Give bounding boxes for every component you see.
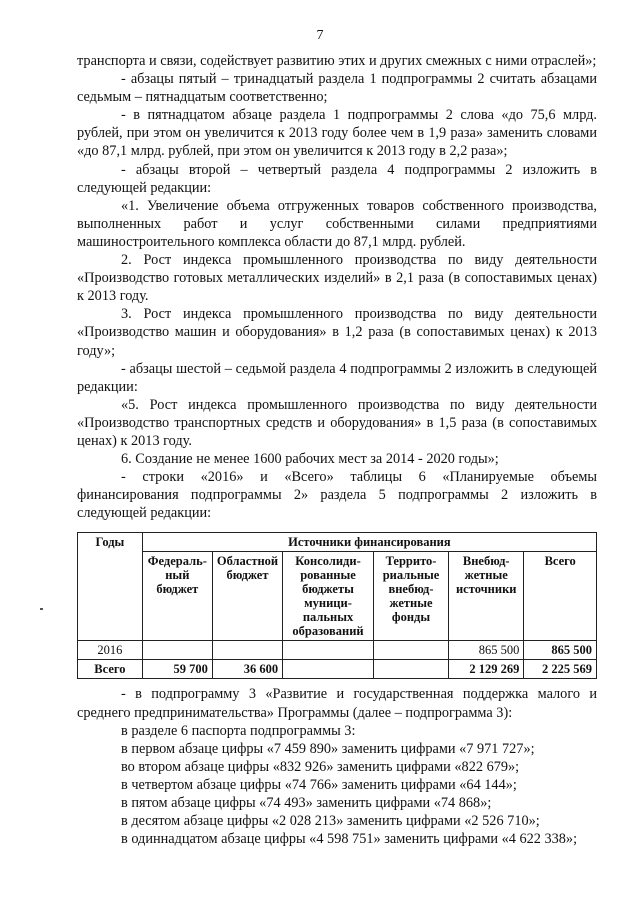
document-body xyxy=(77,52,597,848)
page-number: 7 xyxy=(316,28,324,43)
column-header: Федераль-ный бюджет xyxy=(142,552,212,641)
table-row xyxy=(78,660,597,679)
paragraph: - абзацы шестой – седьмой раздела 4 подпрограммы 2 изложить в следующей редакции: xyxy=(77,360,597,395)
table-cell xyxy=(373,641,448,660)
paragraph: - в пятнадцатом абзаце раздела 1 подпрограммы 2 слова «до 75,6 млрд. рублей, при этом он увеличится к 2013 году более чем в 1,9 раза» заменить словами «до 87,1 млрд. рублей, при этом он увеличится к 2013 году в 2,2 раза»; xyxy=(77,107,597,160)
scan-speck xyxy=(40,608,43,610)
paragraph: - абзацы второй – четвертый раздела 4 подпрограммы 2 изложить в следующей редакции: xyxy=(77,161,597,196)
paragraph: - в подпрограмму 3 «Развитие и государственная поддержка малого и среднего предпринимательства» Программы (далее – подпрограмма 3): xyxy=(77,686,597,721)
list-item: во втором абзаце цифры «832 926» заменить цифрами «822 679»; xyxy=(121,758,520,775)
table-cell xyxy=(373,660,448,679)
table-cell xyxy=(283,641,374,660)
table-header-row xyxy=(78,552,597,641)
financing-table xyxy=(77,532,597,679)
paragraph: «1. Увеличение объема отгруженных товаров собственного производства, выполненных работ и услуг собственными силами предприятиями машиностроительного комплекса области до 87,1 млрд. рублей. xyxy=(77,197,597,250)
table-cell: 2 129 269 xyxy=(449,660,524,679)
paragraph: «5. Рост индекса промышленного производства по виду деятельности «Производство транспортных средств и оборудования» в 1,5 раза (в сопоставимых ценах) к 2013 году. xyxy=(77,396,597,449)
paragraph: 6. Создание не менее 1600 рабочих мест за 2014 - 2020 годы»; xyxy=(121,451,499,468)
table-row xyxy=(78,641,597,660)
amendment-list xyxy=(77,722,597,849)
table-cell: 59 700 xyxy=(142,660,212,679)
list-item: в разделе 6 паспорта подпрограммы 3: xyxy=(121,722,356,739)
column-header: Всего xyxy=(524,552,597,641)
list-item: в десятом абзаце цифры «2 028 213» заменить цифрами «2 526 710»; xyxy=(121,813,540,830)
table-cell xyxy=(212,641,282,660)
table-header-row xyxy=(78,533,597,552)
list-item: в первом абзаце цифры «7 459 890» заменить цифрами «7 971 727»; xyxy=(121,740,535,757)
paragraph: транспорта и связи, содействует развитию этих и других смежных с ними отраслей»; xyxy=(77,53,597,69)
header-sources: Источники финансирования xyxy=(142,533,596,552)
column-header: Областной бюджет xyxy=(212,552,282,641)
column-header: Консолиди-рованные бюджеты муници-пальных образований xyxy=(283,552,374,641)
table-cell xyxy=(283,660,374,679)
paragraph: 2. Рост индекса промышленного производства по виду деятельности «Производство готовых металлических изделий» в 2,1 раза (в сопоставимых ценах) к 2013 году. xyxy=(77,252,597,305)
paragraph: 3. Рост индекса промышленного производства по виду деятельности «Производство машин и оборудования» в 1,2 раза (в сопоставимых ценах) к 2013 году»; xyxy=(77,306,597,359)
table-cell: 36 600 xyxy=(212,660,282,679)
table-cell: 865 500 xyxy=(524,641,597,660)
list-item: в одиннадцатом абзаце цифры «4 598 751» заменить цифрами «4 622 338»; xyxy=(121,831,578,848)
paragraph: - строки «2016» и «Всего» таблицы 6 «Планируемые объемы финансирования подпрограммы 2» раздела 5 подпрограммы 2 изложить в следующей редакции: xyxy=(77,469,597,522)
row-year: Всего xyxy=(78,660,143,679)
paragraph: - абзацы пятый – тринадцатый раздела 1 подпрограммы 2 считать абзацами седьмым – пятнадцатым соответственно; xyxy=(77,71,597,106)
list-item: в пятом абзаце цифры «74 493» заменить цифрами «74 868»; xyxy=(121,795,492,811)
list-item: в четвертом абзаце цифры «74 766» заменить цифрами «64 144»; xyxy=(121,776,517,793)
column-header: Внебюд-жетные источники xyxy=(449,552,524,641)
column-header: Террито-риальные внебюд-жетные фонды xyxy=(373,552,448,641)
header-years: Годы xyxy=(78,533,143,641)
table-cell: 865 500 xyxy=(449,641,524,660)
table-cell xyxy=(142,641,212,660)
table-cell: 2 225 569 xyxy=(524,660,597,679)
row-year: 2016 xyxy=(78,641,143,660)
